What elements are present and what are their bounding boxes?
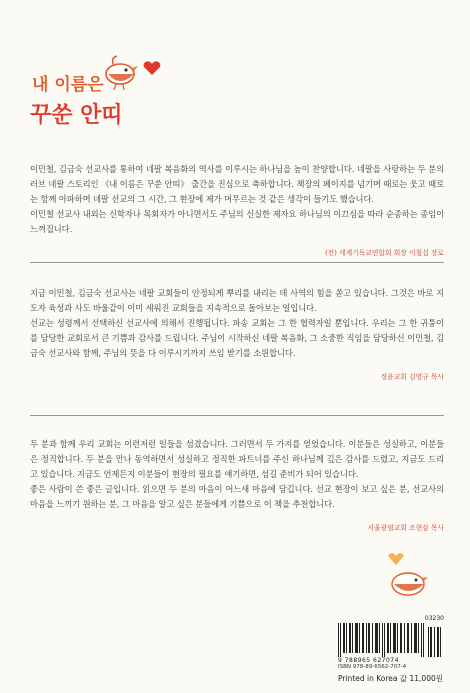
barcode-addon: 03230 bbox=[424, 615, 444, 622]
small-bird-icon bbox=[378, 548, 430, 602]
endorsement-3 bbox=[30, 437, 444, 532]
book-logo bbox=[24, 48, 174, 143]
divider-1 bbox=[30, 262, 444, 263]
price-text: Printed in Korea 값 11,000원 bbox=[338, 674, 443, 683]
divider-2 bbox=[30, 415, 444, 416]
endorsement-2-signature: 정윤교회 김영규 목사 bbox=[380, 373, 444, 381]
endorsement-3-paragraph-2: 좋은 사람이 쓴 좋은 글입니다. 읽으면 두 분의 마음이 어느새 마음에 담깁니다. 선교 현장이 보고 싶은 분, 선교사의 마음을 느끼기 원하는 분, 그 마음을 알고 싶은 분들에게 기쁨으로 이 책을 추천합니다. bbox=[30, 484, 444, 509]
endorsement-2 bbox=[30, 286, 444, 381]
endorsement-2-paragraph-2: 선교는 성령께서 선택하신 선교사에 의해서 진행됩니다. 파송 교회는 그 한 협력자일 뿐입니다. 우리는 그 한 귀퉁이를 담당한 교회로서 큰 기쁨과 감사를 드립니다. 주님이 시작하신 네팔 복음화, 그 소중한 직임을 담당하신 이민철, 김금숙 선교사와 함께, 주님의 뜻을 다 이루시기까지 쓰임 받기를 소원합니다. bbox=[30, 318, 444, 358]
barcode-number: 9 788965 627074 bbox=[338, 657, 399, 664]
endorsement-3-paragraph-1: 두 분과 함께 우리 교회는 이런저런 일들을 섬겼습니다. 그러면서 두 가지를 얻었습니다. 이분들은 성실하고, 이분들은 정직합니다. 두 분을 만나 동역하면서 성실하고 정직한 파트너를 주신 하나님께 깊은 감사를 드렸고, 지금도 드리고 있습니다. 지금도 언제든지 이분들이 현장의 필요를 얘기하면, 섬길 준비가 되어 있습니다. bbox=[30, 439, 444, 479]
logo-title-line2: 꾸쑨 안띠 bbox=[30, 103, 123, 128]
endorsement-3-signature: 서울광염교회 조현삼 목사 bbox=[367, 524, 444, 532]
logo-title-line1: 내 이름은 bbox=[32, 75, 104, 95]
endorsement-1-signature: (전) 세계기독교연합회 회장 이철섭 장로 bbox=[325, 249, 444, 257]
endorsement-1 bbox=[30, 162, 444, 257]
isbn-text: ISBN 978-89-6562-707-4 bbox=[338, 664, 407, 670]
barcode-icon bbox=[336, 623, 444, 657]
heart-icon bbox=[144, 61, 161, 75]
endorsement-1-paragraph-1: 이민철, 김금숙 선교사를 통하여 네팔 복음화의 역사를 이루시는 하나님을 높이 찬양합니다. 네팔을 사랑하는 두 분의 러브 네팔 스토리인 《내 이름은 꾸쑨 안띠》 출간을 진심으로 축하합니다. 책장의 페이지를 넘기며 때로는 웃고 때로는 함께 아파하며 네팔 선교의 그 시간, 그 현장에 제가 머무르는 것 같은 생각이 들기도 했습니다. bbox=[30, 164, 444, 204]
endorsement-1-paragraph-2: 이민철 선교사 내외는 신학자나 목회자가 아니면서도 주님의 신실한 제자요 하나님의 이끄심을 따라 순종하는 종임이 느껴집니다. bbox=[30, 209, 444, 234]
endorsement-2-paragraph-1: 지금 이민철, 김금숙 선교사는 네팔 교회들이 안정되게 뿌리를 내리는 데 사역의 힘을 쏟고 있습니다. 그것은 바로 지도자 육성과 사도 바울같이 이미 세워진 교회들을 지속적으로 돌아보는 일입니다. bbox=[30, 288, 444, 313]
barcode-area bbox=[336, 615, 444, 687]
bird-logo-icon bbox=[106, 56, 138, 90]
